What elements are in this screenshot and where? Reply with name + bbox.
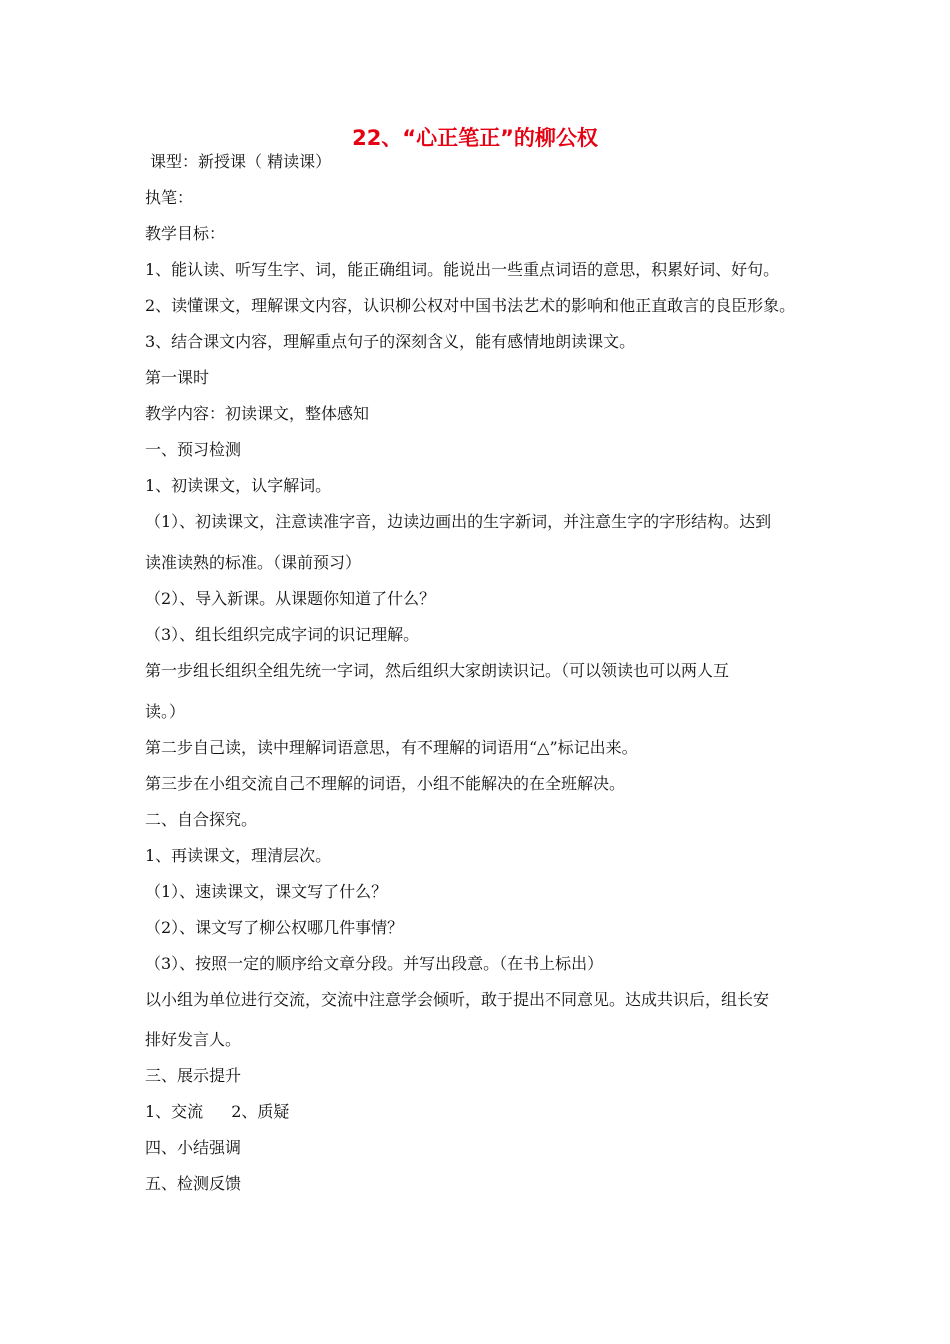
- section-heading: 三、展示提升: [145, 1066, 242, 1085]
- goal-item: 2、读懂课文，理解课文内容，认识柳公权对中国书法艺术的影响和他正直敢言的良臣形象。: [145, 296, 796, 315]
- paragraph: 第二步自己读，读中理解词语意思，有不理解的词语用“△”标记出来。: [145, 738, 638, 757]
- section-heading: 五、检测反馈: [145, 1174, 242, 1193]
- paragraph-continuation: 排好发言人。: [145, 1030, 242, 1049]
- author-line: 执笔：: [145, 188, 194, 207]
- list-item: （2）、课文写了柳公权哪几件事情？: [145, 918, 404, 937]
- list-item: （2）、导入新课。从课题你知道了什么？: [145, 589, 436, 608]
- paragraph: 以小组为单位进行交流，交流中注意学会倾听，敢于提出不同意见。达成共识后，组长安: [145, 990, 770, 1009]
- paragraph: 第一步组长组织全组先统一字词，然后组织大家朗读识记。（可以领读也可以两人互: [145, 661, 730, 680]
- paragraph-continuation: 读准读熟的标准。（课前预习）: [145, 553, 362, 572]
- list-item: （3）、组长组织完成字词的识记理解。: [145, 625, 420, 644]
- list-item: 1、初读课文，认字解词。: [145, 476, 332, 495]
- list-item: 1、再读课文，理清层次。: [145, 846, 332, 865]
- section-heading: 一、预习检测: [145, 440, 242, 459]
- section-heading: 第一课时: [145, 368, 210, 387]
- paragraph: 第三步在小组交流自己不理解的词语，小组不能解决的在全班解决。: [145, 774, 626, 793]
- list-item: 1、交流: [145, 1102, 204, 1121]
- list-row: [145, 1101, 289, 1123]
- section-heading: 教学目标：: [145, 224, 226, 243]
- list-item: 2、质疑: [231, 1102, 290, 1121]
- document-title: 22、“心正笔正”的柳公权: [352, 126, 598, 150]
- section-heading: 四、小结强调: [145, 1138, 242, 1157]
- paragraph-continuation: 读。）: [145, 702, 186, 721]
- list-item: （3）、按照一定的顺序给文章分段。并写出段意。（在书上标出）: [145, 954, 604, 973]
- goal-item: 3、结合课文内容，理解重点句子的深刻含义，能有感情地朗读课文。: [145, 332, 636, 351]
- goal-item: 1、能认读、听写生字、词，能正确组词。能说出一些重点词语的意思，积累好词、好句。: [145, 260, 780, 279]
- lesson-type: 课型：新授课（ 精读课）: [150, 152, 332, 171]
- list-item: （1）、初读课文，注意读准字音，边读边画出的生字新词，并注意生字的字形结构。达到: [145, 512, 772, 531]
- section-heading: 二、自合探究。: [145, 810, 258, 829]
- list-item: （1）、速读课文，课文写了什么？: [145, 882, 388, 901]
- paragraph: 教学内容：初读课文，整体感知: [145, 404, 370, 423]
